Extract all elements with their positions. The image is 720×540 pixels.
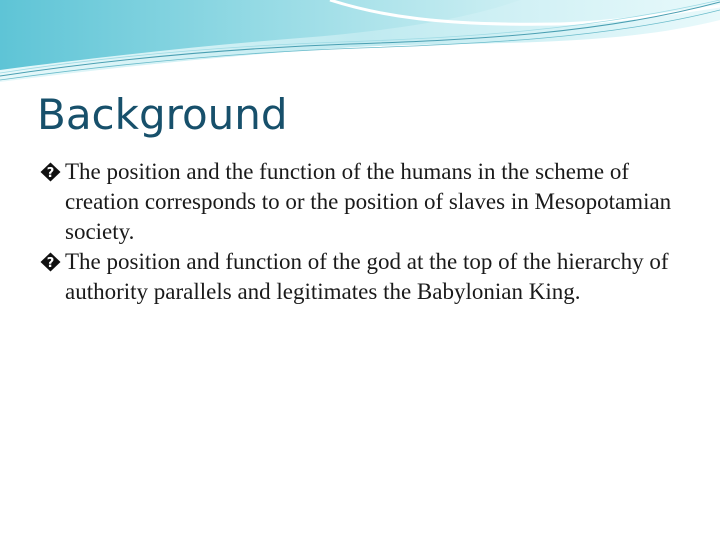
bullet-list [40, 157, 680, 307]
bullet-item [40, 157, 680, 247]
wave-banner [0, 0, 720, 90]
bullet-text: The position and the function of the humans in the scheme of creation corresponds to or the position of slaves in Mesopotamian society. [65, 159, 672, 244]
bullet-text: The position and function of the god at the top of the hierarchy of authority parallels and legitimates the Babylonian King. [65, 249, 669, 304]
missing-glyph-icon [40, 162, 61, 182]
missing-glyph-icon [40, 252, 61, 272]
svg-text:?: ? [46, 256, 55, 271]
bullet-item [40, 247, 680, 307]
svg-text:?: ? [46, 166, 55, 181]
slide-title: Background [37, 90, 288, 139]
